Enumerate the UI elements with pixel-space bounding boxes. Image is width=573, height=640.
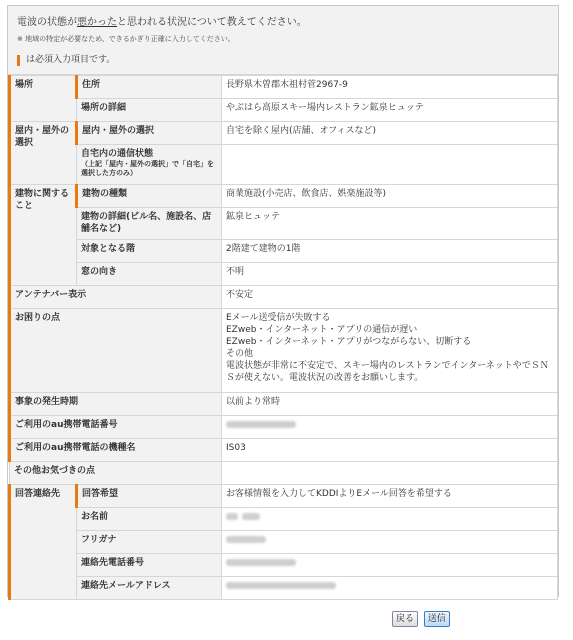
table-row — [10, 485, 558, 508]
table-row — [10, 462, 558, 485]
intro-heading-emphasis: 悪かった — [77, 17, 117, 28]
building-label: 建物に関すること — [10, 185, 77, 286]
intro-section — [8, 6, 558, 75]
occurred-value: 以前より常時 — [222, 393, 558, 416]
table-row — [10, 508, 558, 531]
trouble-line: Eメール送受信が失敗する — [226, 313, 331, 323]
floor-label: 対象となる階 — [77, 240, 222, 263]
reply-label: 回答連絡先 — [10, 485, 77, 600]
home-status-subnote: （上記「屋内・屋外の選択」で「自宅」を選択した方のみ） — [81, 160, 214, 177]
trouble-line: その他 — [226, 349, 254, 359]
trouble-label: お困りの点 — [10, 309, 222, 393]
table-row — [10, 263, 558, 286]
name-value — [222, 508, 558, 531]
mail-label: 連絡先メールアドレス — [77, 577, 222, 600]
address-label: 住所 — [77, 76, 222, 99]
table-row — [10, 208, 558, 240]
table-row — [10, 99, 558, 122]
redacted-value — [226, 559, 296, 566]
location-detail-label: 場所の詳細 — [77, 99, 222, 122]
indoor-choice-label: 屋内・屋外の選択 — [77, 122, 222, 145]
phone-number-value — [222, 416, 558, 439]
other-label: その他お気づきの点 — [10, 462, 222, 485]
building-type-label: 建物の種類 — [77, 185, 222, 208]
home-status-title: 自宅内の通信状態 — [81, 149, 154, 159]
home-status-label — [77, 145, 222, 185]
intro-note: ※ 地域の特定が必要なため、できるかぎり正確に入力してください。 — [17, 35, 235, 43]
reply-request-label: 回答希望 — [77, 485, 222, 508]
antenna-value: 不安定 — [222, 286, 558, 309]
occurred-label: 事象の発生時期 — [10, 393, 222, 416]
name-label: お名前 — [77, 508, 222, 531]
intro-heading-pre: 電波の状態が — [17, 17, 77, 28]
table-row — [10, 439, 558, 462]
building-detail-value: 鉱泉ヒュッテ — [222, 208, 558, 240]
redacted-value — [242, 513, 260, 520]
table-row — [10, 554, 558, 577]
floor-value: 2階建て建物の1階 — [222, 240, 558, 263]
table-row — [10, 185, 558, 208]
form-buttons — [392, 611, 453, 627]
redacted-value — [226, 536, 266, 543]
table-row — [10, 416, 558, 439]
location-detail-value: やぶはら高原スキー場内レストラン鉱泉ヒュッテ — [222, 99, 558, 122]
back-button[interactable]: 戻る — [392, 611, 418, 627]
survey-confirmation-panel — [7, 5, 559, 597]
mail-value — [222, 577, 558, 600]
kana-value — [222, 531, 558, 554]
survey-table — [8, 75, 558, 600]
redacted-value — [226, 513, 238, 520]
location-label: 場所 — [10, 76, 77, 122]
other-value — [222, 462, 558, 485]
tel-value — [222, 554, 558, 577]
table-row — [10, 122, 558, 145]
home-status-value — [222, 145, 558, 185]
table-row — [10, 286, 558, 309]
reply-request-value: お客様情報を入力してKDDIよりEメール回答を希望する — [222, 485, 558, 508]
submit-button[interactable]: 送信 — [424, 611, 450, 627]
table-row — [10, 393, 558, 416]
building-detail-label: 建物の詳細(ビル名、施設名、店舗名など) — [77, 208, 222, 240]
redacted-value — [226, 421, 296, 428]
redacted-value — [226, 582, 336, 589]
phone-model-value: IS03 — [222, 439, 558, 462]
antenna-label: アンテナバー表示 — [10, 286, 222, 309]
trouble-value — [222, 309, 558, 393]
required-note: は必須入力項目です。 — [17, 55, 115, 66]
window-value: 不明 — [222, 263, 558, 286]
indoor-choice-value: 自宅を除く屋内(店舗、オフィスなど) — [222, 122, 558, 145]
table-row — [10, 577, 558, 600]
table-row — [10, 309, 558, 393]
window-label: 窓の向き — [77, 263, 222, 286]
kana-label: フリガナ — [77, 531, 222, 554]
table-row — [10, 145, 558, 185]
building-type-value: 商業施設(小売店、飲食店、娯楽施設等) — [222, 185, 558, 208]
indoor-label: 屋内・屋外の選択 — [10, 122, 77, 185]
phone-number-label: ご利用のau携帯電話番号 — [10, 416, 222, 439]
phone-model-label: ご利用のau携帯電話の機種名 — [10, 439, 222, 462]
table-row — [10, 240, 558, 263]
intro-heading — [17, 13, 307, 28]
intro-heading-post: と思われる状況について教えてください。 — [117, 17, 307, 28]
table-row — [10, 531, 558, 554]
trouble-line: EZweb・インターネット・アプリがつながらない、切断する — [226, 337, 472, 347]
address-value: 長野県木曽郡木祖村菅2967-9 — [222, 76, 558, 99]
tel-label: 連絡先電話番号 — [77, 554, 222, 577]
table-row — [10, 76, 558, 99]
trouble-line: 電波状態が非常に不安定で、スキー場内のレストランでインターネットやでＳＮＳが使えない。電波状況の改善をお願いします。 — [226, 361, 549, 383]
trouble-line: EZweb・インターネット・アプリの通信が遅い — [226, 325, 418, 335]
